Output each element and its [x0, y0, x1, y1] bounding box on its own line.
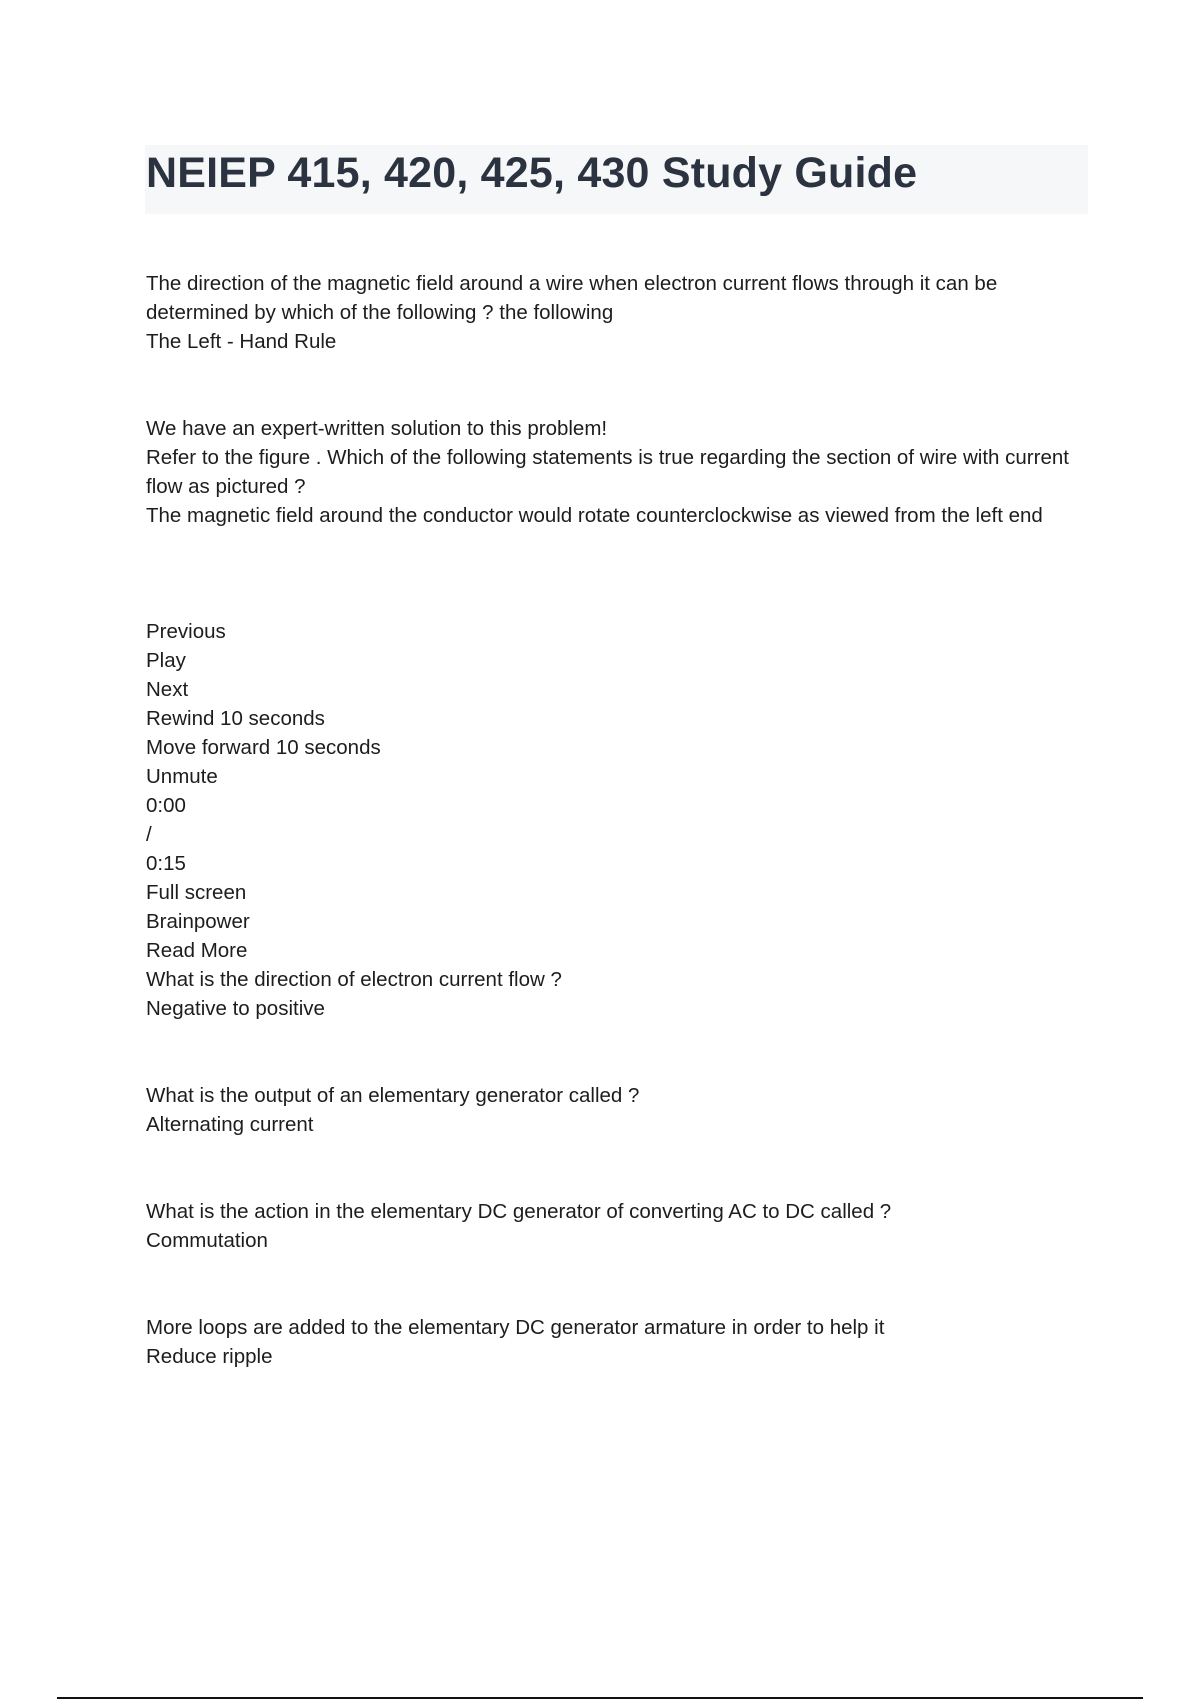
rewind-control-label: Rewind 10 seconds: [146, 707, 325, 730]
answer-text: The Left - Hand Rule: [146, 330, 337, 353]
brainpower-label: Brainpower: [146, 910, 250, 933]
answer-text: Alternating current: [146, 1113, 314, 1136]
question-text: What is the direction of electron current flow ?: [146, 968, 562, 991]
qa-item-1: [146, 269, 1086, 356]
page-title: NEIEP 415, 420, 425, 430 Study Guide: [146, 149, 918, 197]
media-player-text: [146, 617, 1086, 1023]
play-control-label: Play: [146, 649, 186, 672]
question-text: What is the action in the elementary DC generator of converting AC to DC called ?: [146, 1200, 892, 1223]
qa-item-4: [146, 1081, 1086, 1139]
footer-rule: [57, 1697, 1143, 1699]
qa-item-2: [146, 414, 1086, 530]
unmute-control-label: Unmute: [146, 765, 218, 788]
answer-text: The magnetic field around the conductor would rotate counterclockwise as viewed from the left end: [146, 504, 1043, 527]
spacer: [146, 1139, 1086, 1197]
fullscreen-control-label: Full screen: [146, 881, 247, 904]
question-text: More loops are added to the elementary DC generator armature in order to help it: [146, 1316, 885, 1339]
time-separator: /: [146, 823, 152, 846]
forward-control-label: Move forward 10 seconds: [146, 736, 381, 759]
question-text: What is the output of an elementary generator called ?: [146, 1084, 640, 1107]
spacer: [146, 1255, 1086, 1313]
study-guide-content: [146, 269, 1086, 1371]
question-text: Refer to the figure . Which of the following statements is true regarding the section of wire with current flow as pictured ?: [146, 446, 1069, 498]
read-more-label: Read More: [146, 939, 248, 962]
answer-text: Negative to positive: [146, 997, 325, 1020]
spacer: [146, 530, 1086, 617]
qa-item-6: [146, 1313, 1086, 1371]
spacer: [146, 356, 1086, 414]
previous-control-label: Previous: [146, 620, 226, 643]
spacer: [146, 1023, 1086, 1081]
total-time: 0:15: [146, 852, 186, 875]
answer-text: Reduce ripple: [146, 1345, 273, 1368]
next-control-label: Next: [146, 678, 189, 701]
qa-item-5: [146, 1197, 1086, 1255]
current-time: 0:00: [146, 794, 186, 817]
solution-notice: We have an expert-written solution to this problem!: [146, 417, 608, 440]
question-text: The direction of the magnetic field around a wire when electron current flows through it can be determined by which of the following ? the following: [146, 272, 998, 324]
answer-text: Commutation: [146, 1229, 268, 1252]
